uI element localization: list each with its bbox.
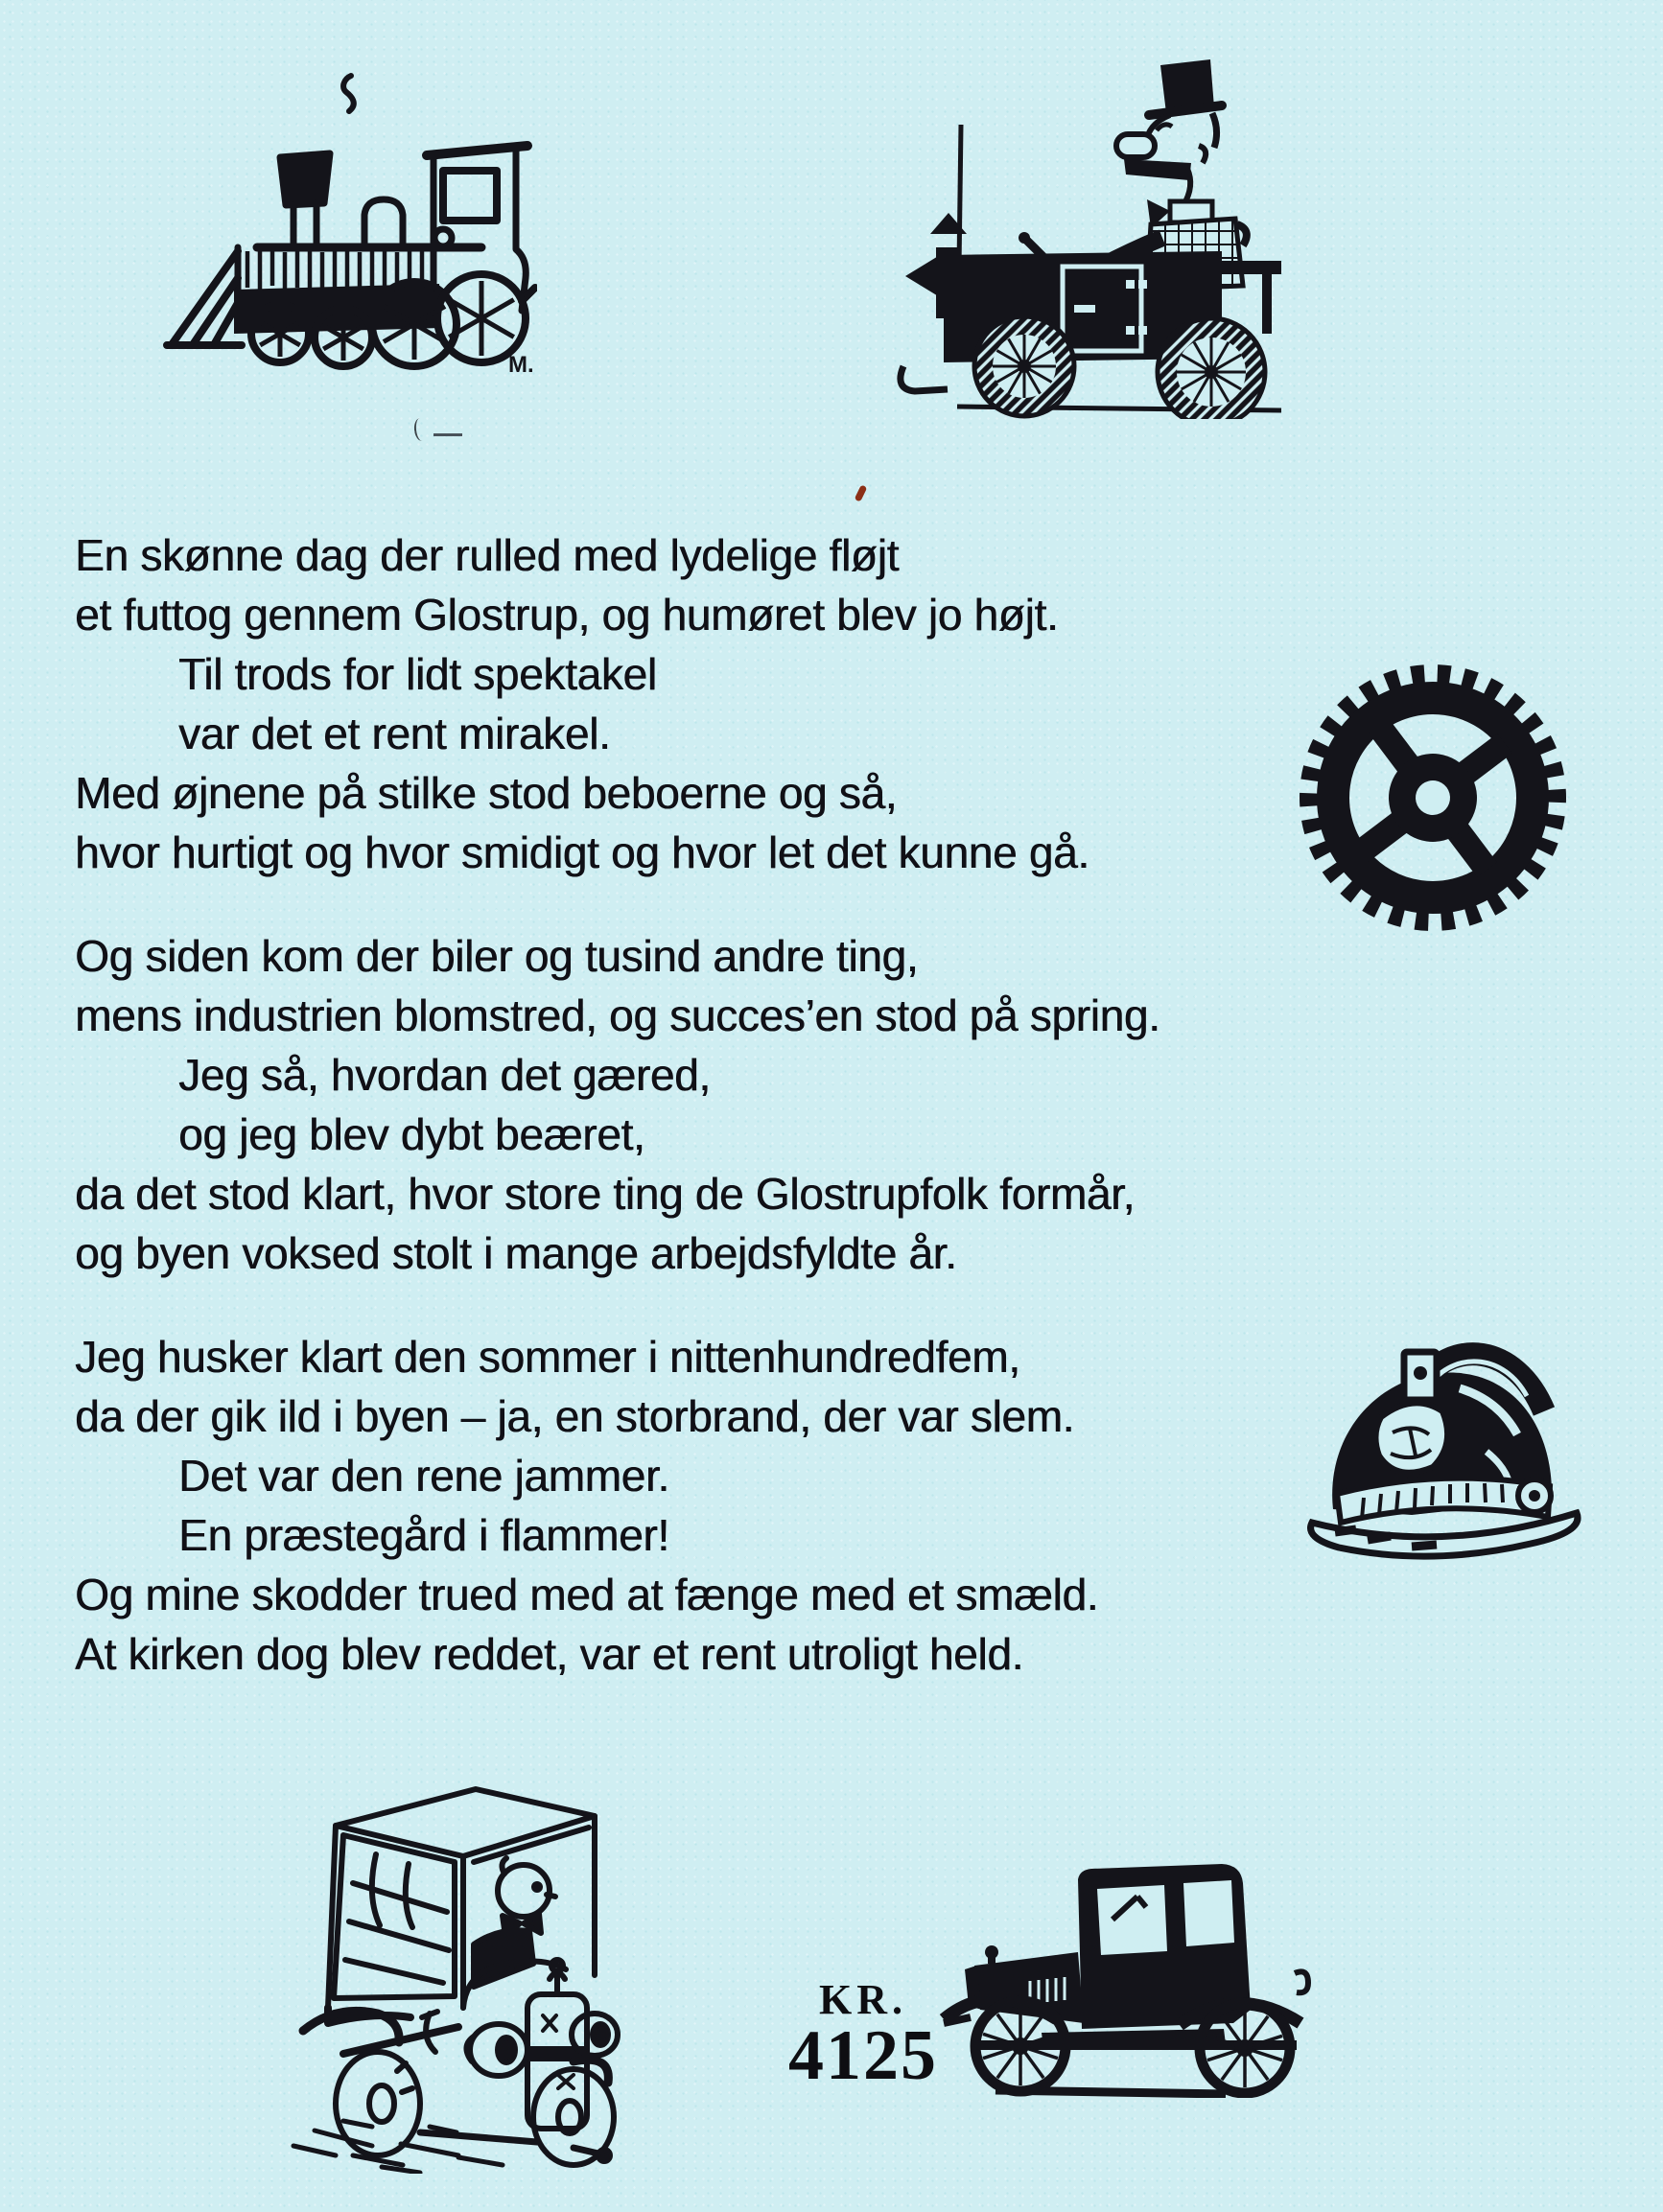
hood-ornament [550,1973,565,1995]
rear-window [1183,1880,1234,1946]
lantern-cone [905,255,940,297]
scan-artifact-red-fleck [855,484,868,501]
ground-bar [995,2090,1226,2094]
price-currency: KR. [819,1976,907,2023]
gear-icon [1293,660,1573,936]
poem-line: Og mine skodder trued med at fænge med et smæld. [75,1570,1099,1619]
poem-line: da der gik ild i byen – ja, en storbrand, der var slem. [75,1391,1075,1441]
poem-line: Med øjnene på stilke stod beboerne og så, [75,768,898,818]
poem-line: En skønne dag der rulled med lydelige fløjt [75,530,899,580]
poem-line: Og siden kom der biler og tusind andre ting, [75,931,919,981]
locomotive-illustration [134,59,537,376]
poem-line: var det et rent mirakel. [178,709,611,758]
coupe-car-illustration [938,1858,1333,2098]
poem-line: At kirken dog blev reddet, var et rent utroligt held. [75,1629,1023,1679]
poem-line: et futtog gennem Glostrup, og humøret blev jo højt. [75,590,1059,640]
rear-handle [1295,1971,1308,1992]
mustache [1124,159,1191,180]
poem-line: Det var den rene jammer. [178,1451,669,1501]
front-window [1097,1885,1167,1955]
poem-line: Jeg husker klart den sommer i nittenhundredfem, [75,1332,1020,1382]
rear-wheel [1158,318,1265,419]
nose [1116,134,1155,157]
poem [75,525,1160,1728]
poem-line: da det stod klart, hvor store ting de Glostrupfolk formår, [75,1169,1136,1219]
front-step [901,366,948,391]
taxi-roof [336,1789,595,1856]
front-wheel [974,316,1074,416]
poem-line: mens industrien blomstred, og succes’en stod på spring. [75,990,1160,1040]
price-amount: 4125 [788,2016,938,2095]
fire-helmet-illustration [1297,1325,1589,1579]
poem-line: Jeg så, hvordan det gæred, [178,1050,711,1100]
taxi-illustration [286,1766,621,2174]
poem-line: Til trods for lidt spektakel [178,649,657,699]
smoke-squiggle [343,76,354,111]
poem-line: hvor hurtigt og hvor smidigt og hvor let det kunne gå. [75,827,1089,877]
poem-line: og jeg blev dybt beæret, [178,1109,645,1159]
stanza-1 [75,525,1160,882]
stanza-3 [75,1327,1160,1684]
scan-artifact-dash [433,433,462,436]
price-block [767,1976,959,2095]
scan-artifact-mark [413,417,429,441]
poem-line: En præstegård i flammer! [178,1510,669,1560]
driver-coat [474,1930,533,1987]
poem-line: og byen voksed stolt i mange arbejdsfyldte år. [75,1228,957,1278]
veteran-car-driver-illustration [890,50,1288,419]
stanza-2 [75,926,1160,1283]
door-handle [1074,305,1095,313]
artist-signature: M. [508,352,534,376]
